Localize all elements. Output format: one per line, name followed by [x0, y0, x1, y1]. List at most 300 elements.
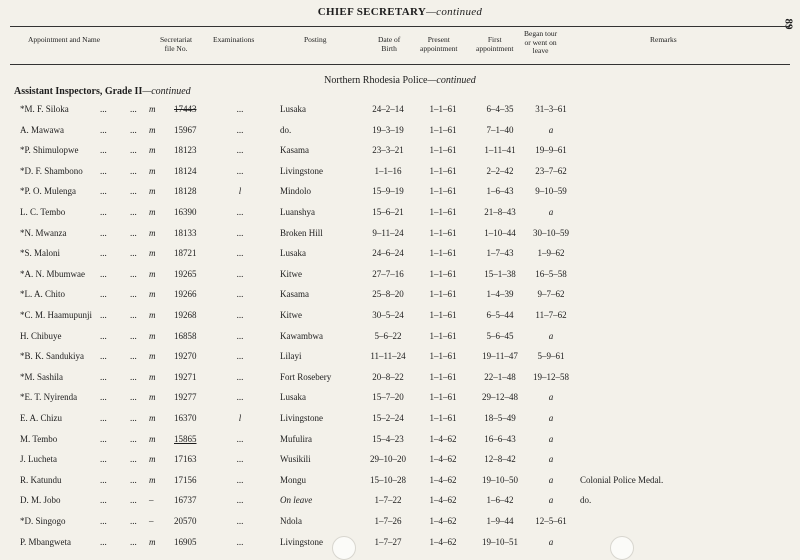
examinations-cell: ...	[236, 227, 244, 238]
header-top-rule	[10, 26, 790, 27]
table-row	[0, 289, 800, 309]
table-row	[0, 228, 800, 248]
examinations-cell: ...	[236, 165, 244, 176]
header-dob-line1: Date of	[378, 35, 401, 44]
header-remarks: Remarks	[650, 35, 677, 44]
subsection-main: Assistant Inspectors, Grade II	[14, 86, 143, 97]
present-appointment-cell: 1–1–61	[429, 227, 457, 238]
leader-dots: ...	[130, 536, 137, 547]
posting-cell: Kasama	[280, 145, 309, 156]
leader-dots: ...	[130, 516, 137, 526]
leader-dots: ...	[130, 186, 137, 197]
file-number-cell: 19270	[174, 351, 197, 362]
sex-cell: m	[149, 165, 156, 176]
first-appointment-cell: 1–6–43	[486, 186, 514, 197]
table-row	[0, 248, 800, 268]
file-number-cell: 18124	[174, 165, 197, 176]
present-appointment-cell: 1–1–61	[429, 351, 457, 362]
first-appointment-cell: 18–5–49	[484, 413, 516, 423]
date-of-birth-cell: 15–2–24	[372, 413, 404, 423]
examinations-cell: ...	[236, 330, 244, 341]
posting-cell: Lusaka	[280, 104, 306, 114]
first-appointment-cell: 19–10–50	[482, 474, 518, 485]
header-exam: Examinations	[213, 35, 255, 44]
posting-cell: On leave	[280, 495, 313, 506]
leader-dots: ...	[100, 392, 107, 403]
first-appointment-cell: 7–1–40	[486, 124, 514, 135]
leader-dots: ...	[100, 186, 107, 197]
examinations-cell: ...	[236, 454, 244, 465]
table-row	[0, 372, 800, 392]
leader-dots: ...	[130, 495, 137, 506]
posting-cell: Livingstone	[280, 165, 323, 176]
name-cell: *A. N. Mbumwae	[20, 268, 85, 279]
remarks-cell: do.	[580, 495, 592, 506]
sex-cell: m	[149, 124, 156, 135]
date-of-birth-cell: 1–7–22	[374, 495, 402, 506]
tour-cell: a	[548, 495, 554, 506]
present-appointment-cell: 1–1–61	[429, 289, 457, 300]
leader-dots: ...	[100, 310, 107, 320]
table-row	[0, 207, 800, 227]
leader-dots: ...	[130, 330, 137, 341]
sex-cell: m	[149, 186, 156, 197]
posting-cell: Lilayi	[280, 351, 302, 362]
header-file	[160, 36, 192, 53]
name-cell: *P. Shimulopwe	[20, 145, 79, 156]
first-appointment-cell: 22–1–48	[484, 371, 516, 382]
tour-cell: 23–7–62	[535, 165, 567, 176]
present-appointment-cell: 1–1–61	[429, 371, 457, 382]
name-cell: *D. Singogo	[20, 516, 66, 526]
first-appointment-cell: 1–4–39	[486, 289, 514, 300]
present-appointment-cell: 1–1–61	[429, 207, 457, 217]
first-appointment-cell: 1–9–44	[486, 516, 514, 526]
tour-cell: 9–7–62	[537, 289, 565, 300]
name-cell: *M. F. Siloka	[20, 104, 69, 114]
header-present-line2: appointment	[420, 43, 458, 53]
date-of-birth-cell: 15–9–19	[372, 186, 404, 197]
posting-cell: Kawambwa	[280, 330, 323, 341]
remarks-cell: Colonial Police Medal.	[580, 474, 664, 485]
sex-cell: –	[149, 516, 154, 526]
file-number-cell: 18133	[174, 227, 197, 238]
file-number-cell: 16737	[174, 495, 197, 506]
sex-cell: m	[149, 268, 156, 279]
file-number-cell: 16858	[174, 330, 197, 341]
tour-cell: a	[548, 536, 554, 547]
header-posting: Posting	[304, 35, 327, 44]
first-appointment-cell: 6–5–44	[486, 310, 514, 320]
name-cell: *P. O. Mulenga	[20, 186, 76, 197]
header-dob-line2: Birth	[381, 43, 397, 53]
first-appointment-cell: 1–10–44	[484, 227, 516, 238]
posting-cell: Livingstone	[280, 413, 323, 423]
leader-dots: ...	[100, 454, 107, 465]
first-appointment-cell: 19–10–51	[482, 536, 518, 547]
tour-cell: a	[548, 330, 554, 341]
tour-cell: a	[548, 433, 554, 444]
table-row	[0, 413, 800, 433]
sex-cell: –	[149, 495, 154, 506]
present-appointment-cell: 1–1–61	[429, 165, 457, 176]
posting-cell: Kitwe	[280, 268, 302, 279]
header-dob	[378, 36, 400, 53]
title-main: CHIEF SECRETARY	[317, 6, 427, 18]
table-row	[0, 475, 800, 495]
name-cell: E. A. Chizu	[20, 413, 62, 423]
file-number-cell: 16905	[174, 536, 197, 547]
name-cell: *B. K. Sandukiya	[20, 351, 84, 362]
leader-dots: ...	[130, 248, 137, 259]
date-of-birth-cell: 29–10–20	[370, 454, 406, 465]
leader-dots: ...	[100, 330, 107, 341]
section-main: Northern Rhodesia Police	[324, 75, 428, 86]
posting-cell: Mufulira	[280, 433, 312, 444]
sex-cell: m	[149, 145, 156, 156]
leader-dots: ...	[100, 474, 107, 485]
file-number-cell: 19265	[174, 268, 197, 279]
header-tour-line1: Began tour	[524, 29, 558, 38]
section-heading	[0, 75, 800, 86]
name-cell: P. Mbangweta	[20, 536, 71, 547]
leader-dots: ...	[130, 227, 137, 238]
file-number-cell: 17163	[174, 454, 197, 465]
present-appointment-cell: 1–4–62	[429, 516, 457, 526]
present-appointment-cell: 1–4–62	[429, 495, 457, 506]
file-number-cell: 18721	[174, 248, 197, 259]
date-of-birth-cell: 15–7–20	[372, 392, 404, 403]
tour-cell: 16–5–58	[535, 268, 567, 279]
first-appointment-cell: 1–6–42	[486, 495, 514, 506]
leader-dots: ...	[130, 124, 137, 135]
present-appointment-cell: 1–1–61	[429, 186, 457, 197]
tour-cell: 1–9–62	[537, 248, 565, 259]
present-appointment-cell: 1–4–62	[429, 474, 457, 485]
present-appointment-cell: 1–4–62	[429, 433, 457, 444]
header-present	[420, 36, 458, 53]
header-tour-line3: leave	[532, 46, 549, 55]
present-appointment-cell: 1–4–62	[429, 454, 457, 465]
file-number-cell: 20570	[174, 516, 197, 526]
file-number-cell: 17443	[174, 104, 197, 114]
sex-cell: m	[149, 248, 156, 259]
table-row	[0, 454, 800, 474]
examinations-cell: ...	[236, 207, 244, 217]
table-row	[0, 186, 800, 206]
leader-dots: ...	[130, 433, 137, 444]
table-row	[0, 392, 800, 412]
sex-cell: m	[149, 330, 156, 341]
leader-dots: ...	[100, 227, 107, 238]
examinations-cell: ...	[236, 433, 244, 444]
examinations-cell: ...	[236, 124, 244, 135]
examinations-cell: ...	[236, 104, 244, 114]
leader-dots: ...	[130, 413, 137, 423]
posting-cell: Lusaka	[280, 248, 306, 259]
sex-cell: m	[149, 392, 156, 403]
sex-cell: m	[149, 474, 156, 485]
present-appointment-cell: 1–1–61	[429, 124, 457, 135]
file-number-cell: 18128	[174, 186, 197, 197]
leader-dots: ...	[130, 371, 137, 382]
name-cell: *S. Maloni	[20, 248, 61, 259]
file-number-cell: 15967	[174, 124, 197, 135]
file-number-cell: 17156	[174, 474, 197, 485]
file-number-cell: 16390	[174, 207, 197, 217]
leader-dots: ...	[100, 495, 107, 506]
posting-cell: Wusikili	[280, 454, 311, 465]
leader-dots: ...	[130, 392, 137, 403]
page-title	[0, 6, 800, 18]
subsection-continued: —continued	[142, 86, 191, 97]
header-first-line2: appointment	[476, 43, 514, 53]
examinations-cell: ...	[236, 351, 244, 362]
leader-dots: ...	[100, 124, 107, 135]
posting-cell: Kasama	[280, 289, 309, 300]
tour-cell: a	[548, 474, 554, 485]
examinations-cell: ...	[236, 248, 244, 259]
name-cell: *C. M. Haamupunji	[20, 310, 92, 320]
posting-cell: do.	[280, 124, 292, 135]
posting-cell: Lusaka	[280, 392, 306, 403]
first-appointment-cell: 5–6–45	[486, 330, 514, 341]
present-appointment-cell: 1–1–61	[429, 392, 457, 403]
name-cell: D. M. Jobo	[20, 495, 61, 506]
leader-dots: ...	[100, 413, 107, 423]
name-cell: H. Chibuye	[20, 330, 62, 341]
file-number-cell: 18123	[174, 145, 197, 156]
examinations-cell: ...	[236, 536, 244, 547]
tour-cell: a	[548, 392, 554, 403]
present-appointment-cell: 1–4–62	[429, 536, 457, 547]
posting-cell: Mindolo	[280, 186, 312, 197]
tour-cell: a	[548, 454, 554, 465]
posting-cell: Fort Rosebery	[280, 371, 332, 382]
file-number-cell: 16370	[174, 413, 197, 423]
tour-cell: 11–7–62	[535, 310, 567, 320]
file-number-cell: 19268	[174, 310, 197, 320]
name-cell: J. Lucheta	[20, 454, 57, 465]
date-of-birth-cell: 24–6–24	[372, 248, 404, 259]
first-appointment-cell: 21–8–43	[484, 207, 516, 217]
name-cell: A. Mawawa	[20, 124, 64, 135]
name-cell: *N. Mwanza	[20, 227, 67, 238]
header-tour-line2: or went on	[524, 37, 557, 47]
tour-cell: 31–3–61	[535, 104, 567, 114]
examinations-cell: ...	[236, 145, 244, 156]
first-appointment-cell: 1–11–41	[484, 145, 516, 156]
tour-cell: a	[548, 413, 554, 423]
name-cell: *L. A. Chito	[20, 289, 66, 300]
posting-cell: Ndola	[280, 516, 302, 526]
examinations-cell: ...	[236, 474, 244, 485]
leader-dots: ...	[100, 207, 107, 217]
examinations-cell: l	[238, 413, 242, 423]
first-appointment-cell: 12–8–42	[484, 454, 516, 465]
leader-dots: ...	[130, 104, 137, 114]
examinations-cell: ...	[236, 310, 244, 320]
first-appointment-cell: 6–4–35	[486, 104, 514, 114]
file-number-cell: 15865	[174, 433, 197, 444]
date-of-birth-cell: 19–3–19	[372, 124, 404, 135]
date-of-birth-cell: 11–11–24	[370, 351, 406, 362]
leader-dots: ...	[100, 248, 107, 259]
present-appointment-cell: 1–1–61	[429, 248, 457, 259]
date-of-birth-cell: 15–4–23	[372, 433, 404, 444]
sex-cell: m	[149, 207, 156, 217]
table-row	[0, 516, 800, 536]
page-number: 89	[782, 18, 795, 30]
name-cell: M. Tembo	[20, 433, 58, 444]
punch-hole-right	[610, 536, 634, 560]
header-file-line2: file No.	[164, 43, 188, 53]
header-appointment: Appointment and Name	[28, 35, 101, 44]
present-appointment-cell: 1–1–61	[429, 330, 457, 341]
table-row	[0, 145, 800, 165]
leader-dots: ...	[130, 268, 137, 279]
sex-cell: m	[149, 227, 156, 238]
leader-dots: ...	[100, 165, 107, 176]
date-of-birth-cell: 5–6–22	[374, 330, 402, 341]
first-appointment-cell: 19–11–47	[482, 351, 518, 362]
examinations-cell: ...	[236, 516, 244, 526]
header-present-line1: Present	[427, 35, 450, 44]
leader-dots: ...	[100, 536, 107, 547]
subsection-heading	[14, 86, 191, 97]
leader-dots: ...	[130, 145, 137, 156]
sex-cell: m	[149, 104, 156, 114]
sex-cell: m	[149, 454, 156, 465]
table-row	[0, 434, 800, 454]
first-appointment-cell: 2–2–42	[486, 165, 514, 176]
leader-dots: ...	[100, 371, 107, 382]
leader-dots: ...	[100, 268, 107, 279]
table-row	[0, 269, 800, 289]
leader-dots: ...	[100, 104, 107, 114]
file-number-cell: 19266	[174, 289, 197, 300]
table-row	[0, 104, 800, 124]
name-cell: L. C. Tembo	[20, 207, 66, 217]
date-of-birth-cell: 1–1–16	[374, 165, 402, 176]
tour-cell: 12–5–61	[535, 516, 567, 526]
table-row	[0, 310, 800, 330]
table-row	[0, 495, 800, 515]
sex-cell: m	[149, 371, 156, 382]
date-of-birth-cell: 27–7–16	[372, 268, 404, 279]
present-appointment-cell: 1–1–61	[429, 310, 457, 320]
sex-cell: m	[149, 351, 156, 362]
table-row	[0, 351, 800, 371]
posting-cell: Luanshya	[280, 207, 315, 217]
date-of-birth-cell: 24–2–14	[372, 104, 404, 114]
leader-dots: ...	[130, 289, 137, 300]
date-of-birth-cell: 1–7–27	[374, 536, 402, 547]
tour-cell: 30–10–59	[533, 227, 569, 238]
sex-cell: m	[149, 413, 156, 423]
tour-cell: 19–9–61	[535, 145, 567, 156]
sex-cell: m	[149, 310, 156, 320]
name-cell: R. Katundu	[20, 474, 62, 485]
examinations-cell: l	[238, 186, 242, 197]
examinations-cell: ...	[236, 392, 244, 403]
section-continued: —continued	[427, 75, 476, 86]
leader-dots: ...	[130, 351, 137, 362]
file-number-cell: 19277	[174, 392, 197, 403]
examinations-cell: ...	[236, 371, 244, 382]
date-of-birth-cell: 30–5–24	[372, 310, 404, 320]
sex-cell: m	[149, 536, 156, 547]
date-of-birth-cell: 1–7–26	[374, 516, 402, 526]
sex-cell: m	[149, 289, 156, 300]
tour-cell: 19–12–58	[533, 371, 569, 382]
sex-cell: m	[149, 433, 156, 444]
header-file-line1: Secretariat	[160, 35, 193, 44]
leader-dots: ...	[130, 474, 137, 485]
leader-dots: ...	[100, 516, 107, 526]
header-first	[476, 36, 514, 53]
table-row	[0, 537, 800, 557]
present-appointment-cell: 1–1–61	[429, 268, 457, 279]
present-appointment-cell: 1–1–61	[429, 413, 457, 423]
table-row	[0, 331, 800, 351]
examinations-cell: ...	[236, 289, 244, 300]
name-cell: *D. F. Shambono	[20, 165, 83, 176]
header-tour	[524, 30, 557, 56]
tour-cell: 9–10–59	[535, 186, 567, 197]
tour-cell: 5–9–61	[537, 351, 565, 362]
leader-dots: ...	[100, 145, 107, 156]
posting-cell: Mongu	[280, 474, 307, 485]
name-cell: *M. Sashila	[20, 371, 64, 382]
leader-dots: ...	[130, 165, 137, 176]
first-appointment-cell: 1–7–43	[486, 248, 514, 259]
tour-cell: a	[548, 124, 554, 135]
header-bottom-rule	[10, 64, 790, 65]
leader-dots: ...	[130, 310, 137, 320]
title-continued: —continued	[426, 6, 483, 18]
present-appointment-cell: 1–1–61	[429, 104, 457, 114]
date-of-birth-cell: 23–3–21	[372, 145, 404, 156]
punch-hole-left	[332, 536, 356, 560]
date-of-birth-cell: 15–10–28	[370, 474, 406, 485]
leader-dots: ...	[100, 289, 107, 300]
tour-cell: a	[548, 207, 554, 217]
leader-dots: ...	[100, 351, 107, 362]
table-row	[0, 125, 800, 145]
first-appointment-cell: 15–1–38	[484, 268, 516, 279]
posting-cell: Broken Hill	[280, 227, 323, 238]
leader-dots: ...	[130, 207, 137, 217]
date-of-birth-cell: 20–8–22	[372, 371, 404, 382]
header-first-line1: First	[487, 35, 502, 44]
name-cell: *E. T. Nyirenda	[20, 392, 78, 403]
first-appointment-cell: 29–12–48	[482, 392, 518, 403]
leader-dots: ...	[130, 454, 137, 465]
file-number-cell: 19271	[174, 371, 197, 382]
examinations-cell: ...	[236, 495, 244, 506]
date-of-birth-cell: 9–11–24	[372, 227, 404, 238]
first-appointment-cell: 16–6–43	[484, 433, 516, 444]
date-of-birth-cell: 15–6–21	[372, 207, 404, 217]
posting-cell: Kitwe	[280, 310, 302, 320]
posting-cell: Livingstone	[280, 536, 323, 547]
date-of-birth-cell: 25–8–20	[372, 289, 404, 300]
table-row	[0, 166, 800, 186]
examinations-cell: ...	[236, 268, 244, 279]
present-appointment-cell: 1–1–61	[429, 145, 457, 156]
leader-dots: ...	[100, 433, 107, 444]
